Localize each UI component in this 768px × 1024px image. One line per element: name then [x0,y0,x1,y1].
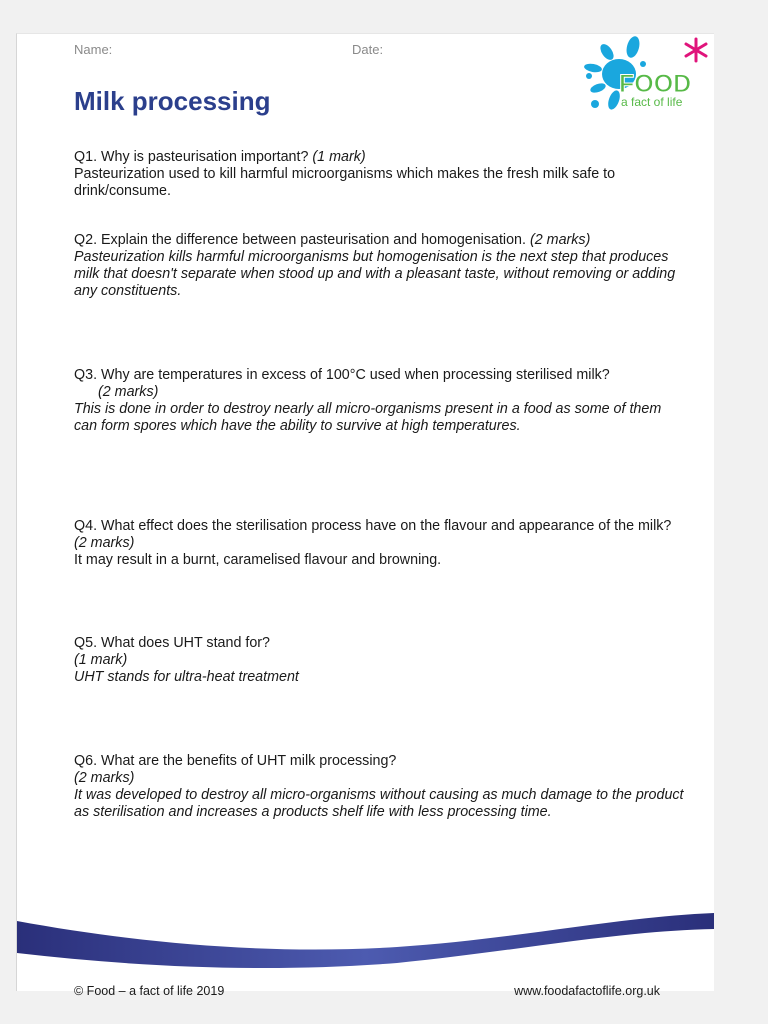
question-block-4 [74,518,684,569]
asterisk-icon [686,39,706,61]
question-block-1 [74,149,684,200]
date-label: Date: [352,42,384,57]
question-block-3 [74,367,684,435]
question-prompt: Q1. Why is pasteurisation important? [74,149,309,165]
answer-text: UHT stands for ultra-heat treatment [74,669,299,685]
footer-wave-band [17,907,714,977]
marks-label: (1 mark) [74,652,128,668]
question-prompt: Q3. Why are temperatures in excess of 100°C used when processing sterilised milk? [74,367,610,383]
question-block-5 [74,635,684,686]
answer-text: This is done in order to destroy nearly all micro-organisms present in a food as some of them can form spores which have the ability to survive at high temperatures. [74,401,662,434]
footer-copyright: © Food – a fact of life 2019 [74,984,225,998]
question-prompt: Q2. Explain the difference between pasteurisation and homogenisation. [74,232,526,248]
question-prompt: Q6. What are the benefits of UHT milk processing? [74,753,397,769]
marks-label: (1 mark) [312,149,366,165]
question-text [74,518,684,552]
marks-label: (2 marks) [529,232,591,248]
logo-word: FOOD [619,70,692,98]
question-text [74,149,684,166]
logo-tagline: a fact of life [621,95,683,109]
question-prompt: Q5. What does UHT stand for? [74,635,271,651]
page-title: Milk processing [74,86,271,116]
worksheet-page [16,33,714,998]
answer-text: It may result in a burnt, caramelised flavour and browning. [74,552,442,568]
footer-website-link[interactable]: www.foodafactoflife.org.uk [514,984,660,998]
answer-text: Pasteurization used to kill harmful microorganisms which makes the fresh milk safe to drink/consume. [74,166,616,199]
question-block-6 [74,753,684,821]
question-prompt: Q4. What effect does the sterilisation process have on the flavour and appearance of the milk? [74,518,672,534]
question-text [74,232,684,249]
answer-text: Pasteurization kills harmful microorganisms but homogenisation is the next step that produces milk that doesn't separate when stood up and with a pleasant taste, without removing or adding any constituents. [74,249,676,299]
question-block-2 [74,232,684,300]
answer-text: It was developed to destroy all micro-organisms without causing as much damage to the product as sterilisation and increases a products shelf life with less processing time. [74,787,684,820]
name-label: Name: [74,42,113,57]
marks-label: (2 marks) [74,535,135,551]
food-a-fact-of-life-logo [583,34,713,118]
marks-label: (2 marks) [74,770,135,786]
marks-label: (2 marks) [98,384,159,400]
